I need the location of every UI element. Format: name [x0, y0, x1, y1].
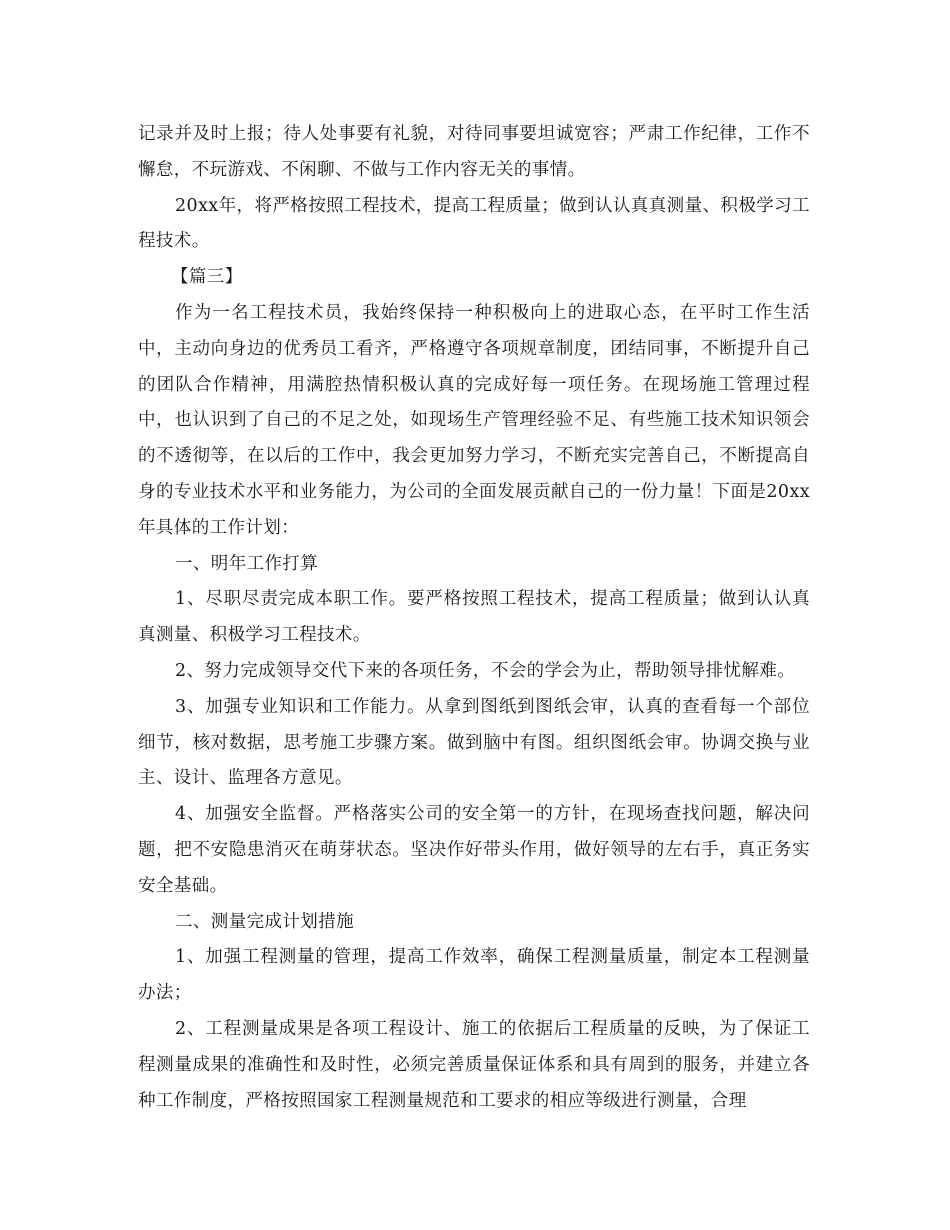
list-item: 4、加强安全监督。严格落实公司的安全第一的方针，在现场查找问题，解决问题，把不安隐患消灭在萌芽状态。坚决作好带头作用，做好领导的左右手，真正务实安全基础。	[138, 804, 810, 896]
list-item: 1、尽职尽责完成本职工作。要严格按照工程技术，提高工程质量；做到认认真真测量、积极学习工程技术。	[138, 589, 810, 646]
subsection-heading: 二、测量完成计划措施	[175, 911, 354, 932]
document-body	[138, 117, 810, 1119]
list-item: 3、加强专业知识和工作能力。从拿到图纸到图纸会审，认真的查看每一个部位细节，核对数据，思考施工步骤方案。做到脑中有图。组织图纸会审。协调交换与业主、设计、监理各方意见。	[138, 696, 810, 789]
paragraph: 记录并及时上报；待人处事要有礼貌，对待同事要坦诚宽容；严肃工作纪律，工作不懈怠，不玩游戏、不闲聊、不做与工作内容无关的事情。	[138, 124, 810, 180]
list-item: 2、努力完成领导交代下来的各项任务，不会的学会为止，帮助领导排忧解难。	[175, 660, 796, 681]
list-item: 1、加强工程测量的管理，提高工作效率，确保工程测量质量，制定本工程测量办法；	[138, 947, 810, 1004]
subsection-heading: 一、明年工作打算	[175, 553, 319, 574]
paragraph: 作为一名工程技术员，我始终保持一种积极向上的进取心态，在平时工作生活中，主动向身边的优秀员工看齐，严格遵守各项规章制度，团结同事，不断提升自己的团队合作精神，用满腔热情积极认真的完成好每一项任务。在现场施工管理过程中，也认识到了自己的不足之处，如现场生产管理经验不足、有些施工技术知识领会的不透彻等，在以后的工作中，我会更加努力学习，不断充实完善自己，不断提高自身的专业技术水平和业务能力，为公司的全面发展贡献自己的一份力量！下面是20xx年具体的工作计划：	[138, 302, 810, 538]
section-heading: 【篇三】	[171, 267, 243, 288]
paragraph: 20xx年，将严格按照工程技术，提高工程质量；做到认认真真测量、积极学习工程技术。	[138, 195, 810, 252]
list-item: 2、工程测量成果是各项工程设计、施工的依据后工程质量的反映，为了保证工程测量成果的准确性和及时性，必须完善质量保证体系和具有周到的服务，并建立各种工作制度，严格按照国家工程测量规范和工要求的相应等级进行测量，合理	[138, 1018, 810, 1111]
